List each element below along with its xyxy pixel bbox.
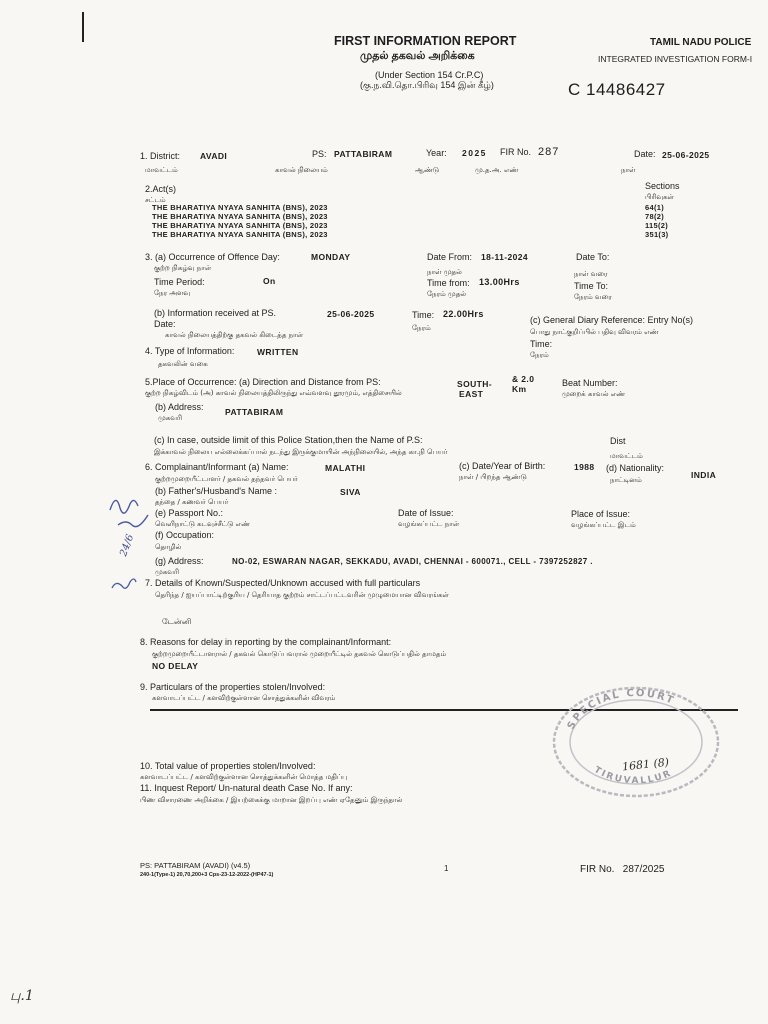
ps-label: PS:: [312, 149, 327, 159]
act-row: THE BHARATIYA NYAYA SANHITA (BNS), 2023: [152, 212, 328, 221]
year-tamil: ஆண்டு: [415, 166, 440, 174]
district-value: AVADI: [200, 151, 228, 161]
acts-tamil: சட்டம்: [145, 196, 166, 204]
footer-ps: PS: PATTABIRAM (AVADI) (v4.5): [140, 861, 251, 870]
under-section: (Under Section 154 Cr.P.C): [375, 70, 484, 80]
ps-value: PATTABIRAM: [334, 149, 393, 159]
issue-date-tamil: வழங்கப்பட்ட நாள்: [398, 520, 460, 528]
total-value-label: 10. Total value of properties stolen/Involved:: [140, 761, 316, 771]
received-date: 25-06-2025: [327, 309, 375, 319]
received-tamil: காவல் நிலையத்திற்கு தகவல் கிடைத்த நாள்: [165, 331, 304, 339]
direction-value-2: EAST: [459, 389, 484, 399]
district-label: 1. District:: [140, 151, 181, 161]
act-row: THE BHARATIYA NYAYA SANHITA (BNS), 2023: [152, 221, 328, 230]
passport-label: (e) Passport No.:: [155, 508, 224, 518]
accused-value: டேன்னி: [162, 617, 192, 626]
issue-place-label: Place of Issue:: [571, 509, 631, 519]
time-from-label: Time from:: [427, 278, 470, 288]
father-label: (b) Father's/Husband's Name :: [155, 486, 277, 496]
footer-code: 240-1(Type-1) 20,70,200+3 Cps-23-12-2022-(HP47-1): [140, 872, 274, 878]
handwritten-mark: பு.1: [10, 988, 34, 1004]
occupation-label: (f) Occupation:: [155, 530, 215, 540]
inquest-label: 11. Inquest Report/ Un-natural death Case No. If any:: [140, 783, 353, 793]
complainant-name: MALATHI: [325, 463, 366, 473]
nationality-label: (d) Nationality:: [606, 463, 665, 473]
time-period-value: On: [263, 276, 276, 286]
occurrence-day: MONDAY: [311, 252, 351, 262]
sections-tamil: பிரிவுகள்: [645, 193, 674, 201]
serial-number: C 14486427: [568, 80, 666, 99]
page-number: 1: [444, 864, 449, 873]
dob-value: 1988: [574, 462, 595, 472]
handwritten-date: 24/6: [118, 533, 137, 558]
received-time: 22.00Hrs: [443, 309, 484, 319]
time-period-label: Time Period:: [154, 277, 205, 287]
sections-label: Sections: [645, 181, 680, 191]
info-type-label: 4. Type of Information:: [145, 346, 235, 356]
date-value: 25-06-2025: [662, 150, 710, 160]
father-value: SIVA: [340, 487, 361, 497]
place-address-tamil: முகவரி: [158, 414, 182, 422]
time-to-tamil: நேரம் வரை: [574, 293, 612, 301]
complainant-address-tamil: முகவரி: [155, 568, 179, 576]
act-row: THE BHARATIYA NYAYA SANHITA (BNS), 2023: [152, 230, 328, 239]
distance-value: & 2.0: [512, 374, 535, 384]
fir-label: FIR No.: [500, 147, 532, 157]
date-from-label: Date From:: [427, 252, 473, 262]
beat-tamil: முறைக் காவல் எண்: [562, 390, 626, 398]
dob-label: (c) Date/Year of Birth:: [459, 461, 546, 471]
date-from-value: 18-11-2024: [481, 252, 529, 262]
delay-value: NO DELAY: [152, 661, 199, 671]
time-to-label: Time To:: [574, 281, 609, 291]
complainant-tamil: குற்றமுறையீட்டாளர் / தகவல் தந்தவர் பெயர்: [155, 475, 298, 483]
received-label: (b) Information received at PS.: [154, 308, 277, 318]
act-row: THE BHARATIYA NYAYA SANHITA (BNS), 2023: [152, 203, 328, 212]
section-value: 351(3): [645, 230, 669, 239]
received-time-tamil: நேரம்: [412, 324, 431, 332]
complainant-address-value: NO-02, ESWARAN NAGAR, SEKKADU, AVADI, CHENNAI - 600071., CELL - 7397252827 .: [232, 557, 593, 566]
outside-ps-label: (c) In case, outside limit of this Police Station,then the Name of P.S:: [154, 435, 423, 445]
passport-tamil: வெளிநாட்டு கடவுச்சீட்டு எண்: [155, 520, 250, 528]
ps-tamil: காவல் நிலையம்: [275, 166, 328, 174]
beat-label: Beat Number:: [562, 378, 618, 388]
date-to-label: Date To:: [576, 252, 610, 262]
issue-date-label: Date of Issue:: [398, 508, 454, 518]
report-title-tamil: முதல் தகவல் அறிக்கை: [360, 50, 475, 62]
issue-place-tamil: வழங்கப்பட்ட இடம்: [571, 521, 636, 529]
info-type-value: WRITTEN: [257, 347, 299, 357]
dist-label: Dist: [610, 436, 626, 446]
outside-ps-tamil: இக்காவல் நிலைய எல்லைக்கப்பால் நடந்து இருக்குமாயின் அந்நிலையில், அந்த கா.நி பெயர்: [154, 448, 448, 456]
properties-tamil: களவாடப்பட்ட / களவிற்குள்ளான சொத்துக்களின் விவரம்: [152, 694, 336, 702]
fir-tamil: மு.த.அ. எண்: [475, 166, 519, 174]
stamp-text-top: SPECIAL COURT: [565, 687, 677, 732]
complainant-label: 6. Complainant/Informant (a) Name:: [145, 462, 289, 472]
date-from-tamil: நாள் முதல்: [427, 268, 462, 276]
nationality-value: INDIA: [691, 470, 717, 480]
accused-label: 7. Details of Known/Suspected/Unknown accused with full particulars: [145, 578, 421, 588]
delay-label: 8. Reasons for delay in reporting by the complainant/Informant:: [140, 637, 392, 647]
section-value: 115(2): [645, 221, 669, 230]
properties-label: 9. Particulars of the properties stolen/Involved:: [140, 682, 326, 692]
form-name: INTEGRATED INVESTIGATION FORM-I: [598, 54, 753, 64]
gd-tamil: பொது நாட்குறிப்பில் பதிவு விவரம் எண்: [530, 328, 659, 336]
district-tamil: மாவட்டம்: [145, 166, 178, 174]
date-label: Date:: [634, 149, 656, 159]
place-tamil: குற்ற நிகழ்விடம் (அ) காவல் நிலையத்திலிருந்து எவ்வளவு தூரமும், எத்திசையில்: [145, 389, 402, 397]
accused-tamil: தெரிந்த / ஐயப்பாட்டிற்குரிய / தெரியாத குற்றம் சாட்டப்பட்டவரின் முழுமையான விவரங்கள்: [155, 591, 449, 599]
direction-value: SOUTH-: [457, 379, 492, 389]
occurrence-label: 3. (a) Occurrence of Offence Day:: [145, 252, 280, 262]
complainant-address-label: (g) Address:: [155, 556, 204, 566]
fir-value: 287: [538, 146, 560, 158]
stamp-text-bottom: TIRUVALLUR: [592, 765, 674, 787]
occupation-tamil: தொழில்: [155, 543, 182, 551]
dob-tamil: நாள் / பிறந்த ஆண்டு: [459, 473, 527, 481]
section-value: 64(1): [645, 203, 665, 212]
court-stamp: [540, 682, 730, 802]
info-type-tamil: தகவலின் வகை: [158, 360, 208, 368]
under-section-tamil: (கு.ந.வி.தொ.பிரிவு 154 இன் கீழ்): [360, 80, 494, 90]
place-address-value: PATTABIRAM: [225, 407, 284, 417]
date-tamil: நாள்: [621, 166, 636, 174]
place-label: 5.Place of Occurrence: (a) Direction and Distance from PS:: [145, 377, 381, 387]
total-value-tamil: களவாடப்பட்ட / களவிற்குள்ளான சொத்துக்களின் மொத்த மதிப்பு: [140, 773, 348, 781]
section-value: 78(2): [645, 212, 665, 221]
gd-label: (c) General Diary Reference: Entry No(s): [530, 315, 694, 325]
stamp-number: 1681 (8): [621, 755, 670, 774]
gd-time-tamil: நேரம்: [530, 351, 549, 359]
dist-tamil: மாவட்டம்: [610, 452, 643, 460]
gd-time-label: Time:: [530, 339, 553, 349]
distance-unit: Km: [512, 384, 527, 394]
nationality-tamil: நாட்டினம்: [610, 476, 642, 484]
time-from-tamil: நேரம் முதல்: [427, 290, 467, 298]
occurrence-tamil: குற்ற நிகழ்வு நாள்: [154, 264, 212, 272]
report-title: FIRST INFORMATION REPORT: [334, 34, 517, 48]
time-period-tamil: நேர அளவு: [154, 289, 191, 297]
delay-tamil: குற்றமுறையீட்டாளரால் / தகவல் கொடுப்பவரால் முறையீட்டில் தகவல் கொடுப்பதில் தாமதம்: [152, 650, 447, 658]
org-name: TAMIL NADU POLICE: [650, 37, 752, 48]
inquest-tamil: பிண விசாரணை அறிக்கை / இயற்கைக்கு மாறான இறப்பு எண் ஏதேனும் இருந்தால்: [140, 796, 403, 804]
received-date-label: Date:: [154, 319, 176, 329]
year-value: 2025: [462, 148, 487, 158]
margin-mark: [82, 12, 84, 42]
father-tamil: தந்தை / கணவர் பெயர்: [155, 498, 229, 506]
acts-label: 2.Act(s): [145, 184, 177, 194]
received-time-label: Time:: [412, 310, 435, 320]
footer-fir: FIR No. 287/2025: [580, 864, 665, 875]
date-to-tamil: நாள் வரை: [574, 270, 608, 278]
year-label: Year:: [426, 148, 447, 158]
time-from-value: 13.00Hrs: [479, 277, 520, 287]
place-address-label: (b) Address:: [155, 402, 204, 412]
